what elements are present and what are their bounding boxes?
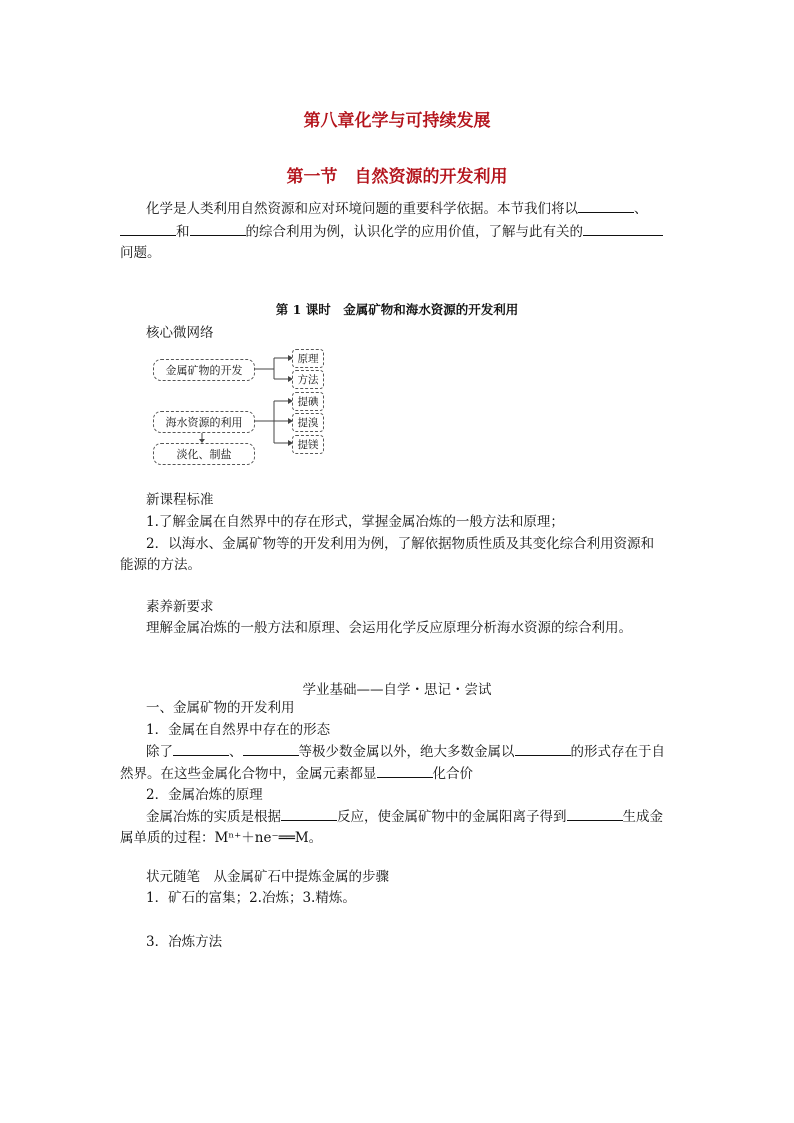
basics-s2: 2．金属冶炼的原理: [146, 787, 263, 803]
s2-line-2: 属单质的过程：Mⁿ⁺＋ne⁻══M。: [120, 830, 323, 846]
node-seawater: 海水资源的利用: [153, 411, 255, 433]
intro-text-2: 的综合利用为例，认识化学的应用价值，了解与此有关的: [245, 224, 583, 240]
blank: [567, 808, 623, 821]
s2-text-c: 生成金: [622, 809, 663, 825]
s1-text-d: 的形式存在于自: [570, 744, 665, 760]
node-desalination: 淡化、制盐: [153, 443, 255, 465]
s1-text-a: 除了: [146, 744, 173, 760]
lesson-title: 第 1 课时 金属矿物和海水资源的开发利用: [275, 302, 519, 317]
node-iodine: 提碘: [292, 392, 324, 411]
standard-item-2-cont: 能源的方法。: [120, 557, 201, 573]
standards-label: 新课程标准: [146, 492, 214, 508]
s2-text-a: 金属冶炼的实质是根据: [146, 809, 281, 825]
blank: [173, 743, 229, 756]
s1-text-f: 化合价: [432, 766, 473, 782]
blank: [515, 743, 571, 756]
concept-diagram: [150, 346, 330, 466]
blank: [120, 223, 176, 236]
basics-s1: 1．金属在自然界中存在的形态: [146, 722, 331, 738]
intro-and: 和: [176, 224, 190, 240]
section-title: 第一节 自然资源的开发利用: [286, 167, 508, 187]
intro-line-3: 问题。: [120, 245, 161, 261]
s2-line-1: [146, 806, 663, 828]
blank: [281, 808, 337, 821]
basics-heading: 学业基础——自学・思记・尝试: [302, 682, 492, 698]
standard-item-1: 1.了解金属在自然界中的存在形式，掌握金属冶炼的一般方法和原理；: [146, 514, 564, 530]
basics-h1: 一、金属矿物的开发利用: [146, 700, 295, 716]
blank: [377, 765, 433, 778]
s1-line-1: [146, 741, 665, 763]
s1-text-b: 、: [229, 744, 243, 760]
node-principle: 原理: [292, 349, 324, 368]
intro-line-1: [146, 198, 648, 220]
standard-item-2: 2．以海水、金属矿物等的开发利用为例，了解依据物质性质及其变化综合利用资源和: [146, 536, 655, 552]
s2-text-b: 反应，使金属矿物中的金属阳离子得到: [337, 809, 567, 825]
intro-line-2: [120, 221, 663, 243]
blank: [583, 223, 663, 236]
note-text: 1．矿石的富集；2.冶炼；3.精炼。: [146, 890, 356, 906]
basics-s3: 3．冶炼方法: [146, 934, 223, 950]
node-method: 方法: [292, 370, 324, 389]
literacy-text: 理解金属冶炼的一般方法和原理、会运用化学反应原理分析海水资源的综合利用。: [146, 620, 632, 636]
s1-text-c: 等极少数金属以外，绝大多数金属以: [298, 744, 515, 760]
blank: [190, 223, 246, 236]
node-metal-ore: 金属矿物的开发: [153, 359, 255, 381]
node-magnesium: 提镁: [292, 435, 324, 454]
literacy-label: 素养新要求: [146, 599, 214, 615]
s1-line-2: [120, 763, 473, 785]
blank: [578, 200, 634, 213]
node-bromine: 提溴: [292, 413, 324, 432]
intro-text-1-end: 、: [634, 201, 648, 217]
blank: [243, 743, 299, 756]
intro-text-1: 化学是人类利用自然资源和应对环境问题的重要科学依据。本节我们将以: [146, 201, 578, 217]
core-net-label: 核心微网络: [146, 325, 214, 341]
note-label: 状元随笔 从金属矿石中提炼金属的步骤: [146, 869, 389, 885]
s1-text-e: 然界。在这些金属化合物中，金属元素都显: [120, 766, 377, 782]
chapter-title: 第八章化学与可持续发展: [303, 111, 491, 131]
